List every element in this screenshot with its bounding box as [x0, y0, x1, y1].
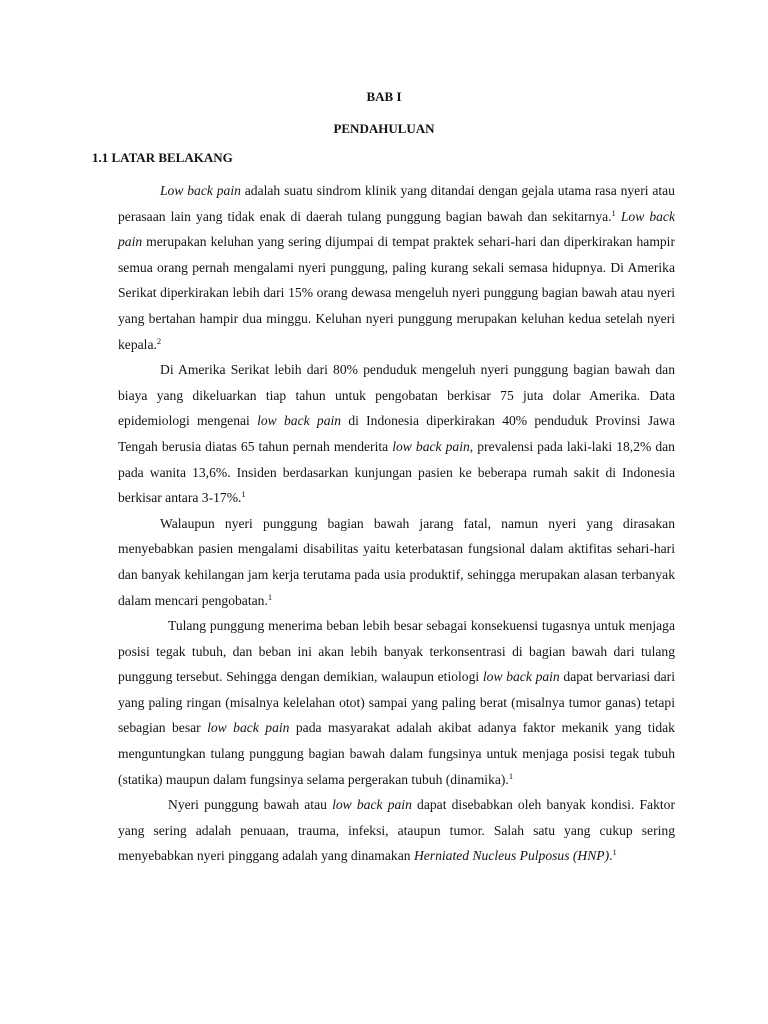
text-run: Walaupun nyeri punggung bagian bawah jarang fatal, namun nyeri yang dirasakan menyebabkan pasien mengalami disabilitas yaitu keterbatasan fungsional dalam aktifitas sehari-hari dan banyak kehilangan jam kerja terutama pada usia produktif, sehingga merupakan alasan terbanyak dalam mencari pengobatan.	[118, 515, 675, 608]
citation-marker: 1	[611, 207, 616, 218]
paragraph	[118, 178, 675, 357]
text-run: di Indonesia diperkirakan 40% penduduk Provinsi Jawa Tengah berusia diatas 65 tahun pernah menderita	[118, 413, 675, 454]
section-heading: 1.1 LATAR BELAKANG	[92, 150, 233, 165]
text-run: .	[609, 848, 613, 864]
italic-term: low back pain	[482, 669, 560, 685]
text-run: Nyeri punggung bawah atau	[168, 797, 333, 813]
citation-marker: 1	[241, 489, 246, 500]
text-run: merupakan keluhan yang sering dijumpai di tempat praktek sehari-hari dan diperkirakan hampir semua orang pernah mengalami nyeri punggung, paling kurang sekali semasa hidupnya. Di Amerika Serikat diperkirakan lebih dari 15% orang dewasa mengeluh nyeri punggung bagian bawah atau nyeri yang bertahan hampir dua minggu. Keluhan nyeri punggung merupakan keluhan kedua setelah nyeri kepala.	[118, 234, 675, 352]
italic-term: low back pain	[207, 720, 290, 736]
chapter-title: PENDAHULUAN	[333, 121, 435, 136]
document-body	[118, 178, 675, 869]
citation-marker: 1	[267, 591, 273, 602]
citation-marker: 1	[612, 847, 617, 858]
text-run: adalah suatu sindrom klinik yang ditandai dengan gejala utama rasa nyeri atau perasaan lain yang tidak enak di daerah tulang punggung bagian bawah dan sekitarnya.	[118, 183, 675, 224]
text-run: dapat disebabkan oleh banyak kondisi. Faktor yang sering adalah penuaan, trauma, infeksi, ataupun tumor. Salah satu yang cukup sering menyebabkan nyeri pinggang adalah yang dinamakan	[118, 797, 675, 864]
paragraph	[118, 511, 675, 613]
citation-marker: 2	[156, 335, 162, 346]
text-run: , prevalensi pada laki-laki 18,2% dan pada wanita 13,6%. Insiden berdasarkan kunjungan pasien ke beberapa rumah sakit di Indonesia berkisar antara 3-17%.	[118, 438, 675, 506]
text-run: Tulang punggung menerima beban lebih besar sebagai konsekuensi tugasnya untuk menjaga posisi tegak tubuh, dan beban ini akan lebih banyak terkonsentrasi di bagian bawah dari tulang punggung tersebut. Sehingga dengan demikian, walaupun etiologi	[118, 618, 675, 685]
paragraph	[118, 357, 675, 511]
italic-term: low back pain	[332, 797, 412, 813]
text-run: dapat bervariasi dari yang paling ringan (misalnya kelelahan otot) sampai yang paling berat (misalnya tumor ganas) tetapi sebagian besar	[118, 669, 675, 736]
italic-term: low back pain	[257, 413, 342, 429]
italic-term: low back pain	[392, 438, 470, 454]
italic-term: Low back pain	[118, 208, 675, 250]
text-run: Di Amerika Serikat lebih dari 80% penduduk mengeluh nyeri punggung bagian bawah dan biaya yang dikeluarkan tiap tahun untuk pengobatan berkisar 75 juta dolar Amerika. Data epidemiologi mengenai	[118, 362, 675, 429]
italic-term: Herniated Nucleus Pulposus (HNP)	[413, 848, 610, 864]
citation-marker: 1	[508, 770, 514, 781]
italic-term: Low back pain	[160, 183, 241, 198]
paragraph	[118, 613, 675, 792]
paragraph	[118, 792, 675, 869]
text-run: pada masyarakat adalah akibat adanya faktor mekanik yang tidak menguntungkan tulang punggung bagian bawah dalam fungsinya untuk menjaga posisi tegak tubuh (statika) maupun dalam fungsinya selama pergerakan tubuh (dinamika).	[118, 720, 675, 787]
chapter-number: BAB I	[366, 89, 402, 104]
